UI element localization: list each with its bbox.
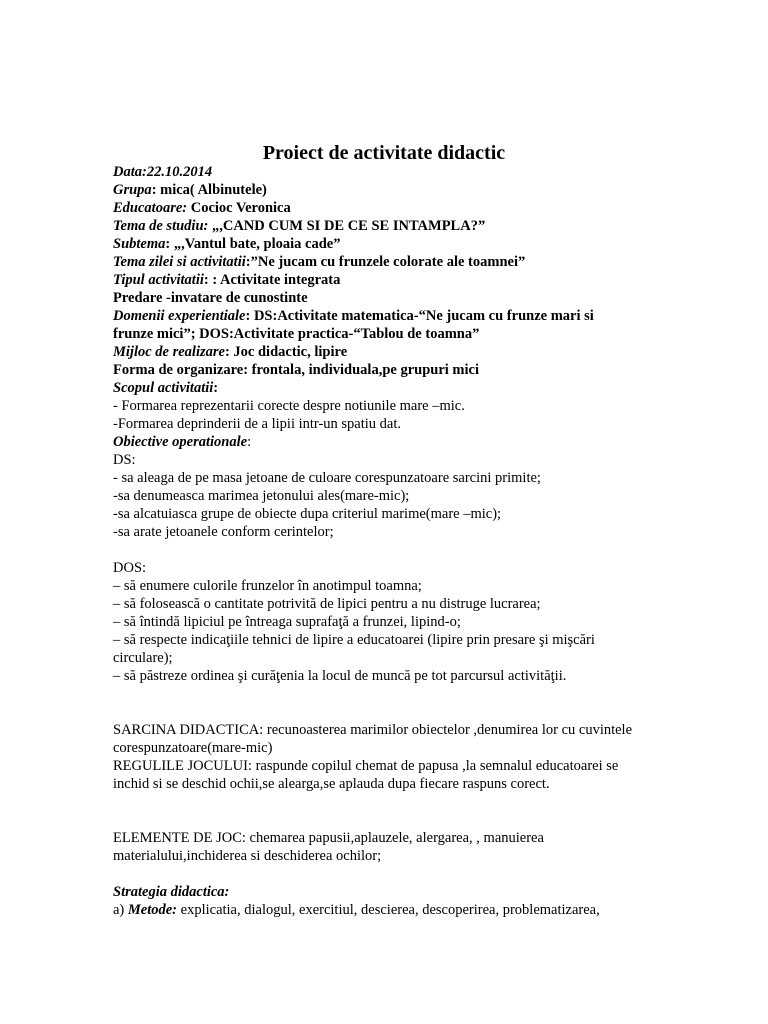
field-label: Domenii experientiale [113, 308, 246, 324]
document-title: Proiect de activitate didactic [262, 142, 506, 164]
list-marker: a) [113, 902, 128, 918]
field-label: Tipul activitatii [113, 272, 204, 288]
domenii-continuation: frunze mici”; DOS:Activitate practica-“Tablou de toamna” [113, 326, 480, 342]
field-educatoare [113, 199, 668, 217]
dos-item: circulare); [113, 650, 173, 666]
ds-item: - sa aleaga de pe masa jetoane de culoare corespunzatoare sarcini primite; [113, 470, 541, 486]
spacer [113, 865, 668, 883]
field-value: „,CAND CUM SI DE CE SE INTAMPLA?” [208, 218, 486, 234]
field-domenii [113, 307, 668, 325]
field-label: Subtema [113, 236, 166, 252]
field-label: Tema de studiu: [113, 218, 209, 234]
dos-item: – să folosească o cantitate potrivită de lipici pentru a nu distruge lucrarea; [113, 596, 541, 612]
scop-item: -Formarea deprinderii de a lipii intr-un spatiu dat. [113, 416, 402, 432]
dos-item: – să întindă lipiciul pe întreaga suprafaţă a frunzei, lipind-o; [113, 614, 461, 630]
dos-item: – să respecte indicaţiile tehnici de lipire a educatoarei (lipire prin presare şi mişcări [113, 632, 595, 648]
field-grupa [113, 181, 668, 199]
document-body [113, 163, 668, 919]
field-value: : „,Vantul bate, ploaia cade” [165, 236, 341, 252]
scopul-heading [113, 379, 668, 397]
spacer [113, 793, 668, 829]
field-tema-studiu [113, 217, 668, 235]
regulile-line: inchid si se deschid ochii,se alearga,se aplauda dupa fiecare raspuns corect. [113, 776, 550, 792]
elemente-line: ELEMENTE DE JOC: chemarea papusii,aplauzele, alergarea, , manuierea [113, 830, 544, 846]
predare-line: Predare -invatare de cunostinte [113, 290, 308, 306]
field-label: Grupa [113, 182, 152, 198]
field-label: Tema zilei si activitatii [113, 254, 246, 270]
sarcina-line: corespunzatoare(mare-mic) [113, 740, 273, 756]
field-value: :”Ne jucam cu frunzele colorate ale toamnei” [245, 254, 526, 270]
ds-item: -sa alcatuiasca grupe de obiecte dupa criteriul marime(mare –mic); [113, 506, 502, 522]
ds-label: DS: [113, 452, 136, 468]
regulile-line: REGULILE JOCULUI: raspunde copilul chemat de papusa ,la semnalul educatoarei se [113, 758, 619, 774]
heading-label: Obiective operationale [113, 434, 248, 450]
forma-line: Forma de organizare: frontala, individuala,pe grupuri mici [113, 362, 479, 378]
field-tema-zilei [113, 253, 668, 271]
field-data [113, 163, 668, 181]
ds-item: -sa arate jetoanele conform cerintelor; [113, 524, 334, 540]
heading-label: Scopul activitatii [113, 380, 214, 396]
field-value: explicatia, dialogul, exercitiul, descierea, descoperirea, problematizarea, [177, 902, 600, 918]
field-label: Educatoare: [113, 200, 188, 216]
spacer [113, 685, 668, 721]
field-value: : Joc didactic, lipire [224, 344, 348, 360]
field-subtema [113, 235, 668, 253]
field-value: : : Activitate integrata [203, 272, 341, 288]
field-value: : DS:Activitate matematica-“Ne jucam cu frunze mari si [245, 308, 594, 324]
heading-colon: : [247, 434, 252, 450]
sarcina-line: SARCINA DIDACTICA: recunoasterea marimilor obiectelor ,denumirea lor cu cuvintele [113, 722, 633, 738]
field-label: Mijloc de realizare [113, 344, 225, 360]
strategia-heading: Strategia didactica: [113, 884, 230, 900]
dos-item: – să păstreze ordinea şi curăţenia la locul de muncă pe tot parcursul activităţii. [113, 668, 567, 684]
dos-label: DOS: [113, 560, 147, 576]
elemente-line: materialului,inchiderea si deschiderea ochilor; [113, 848, 382, 864]
field-value: Cocioc Veronica [187, 200, 291, 216]
dos-item: – să enumere culorile frunzelor în anotimpul toamna; [113, 578, 422, 594]
field-label: Data: [113, 164, 147, 180]
scop-item: - Formarea reprezentarii corecte despre notiunile mare –mic. [113, 398, 465, 414]
field-value: 22.10.2014 [146, 164, 213, 180]
field-mijloc [113, 343, 668, 361]
obiective-heading [113, 433, 668, 451]
metode-line [113, 901, 668, 919]
ds-item: -sa denumeasca marimea jetonului ales(mare-mic); [113, 488, 410, 504]
field-value: : mica( Albinutele) [151, 182, 267, 198]
heading-colon: : [213, 380, 219, 396]
spacer [113, 541, 668, 559]
field-tipul [113, 271, 668, 289]
field-label: Metode: [127, 902, 178, 918]
